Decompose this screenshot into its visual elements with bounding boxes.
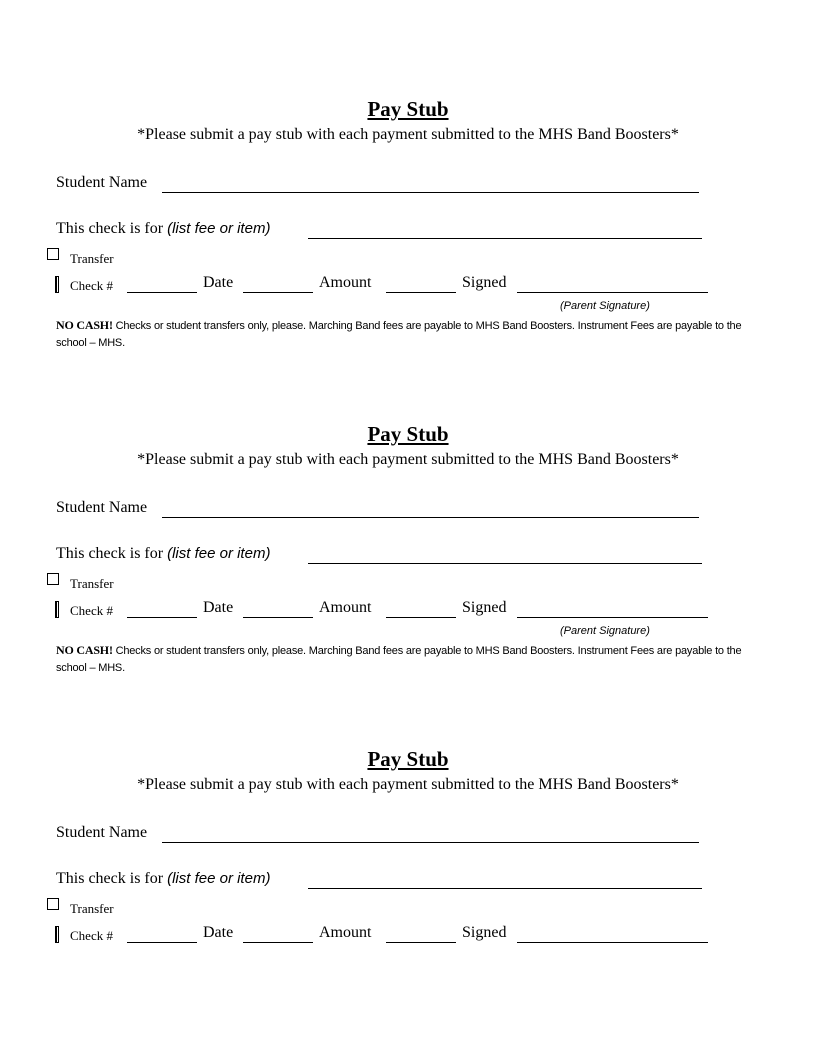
signature-field[interactable] [517,617,708,618]
date-label: Date [203,924,234,941]
check-number-field[interactable] [127,617,197,618]
check-for-label: This check is for (list fee or item) [56,220,271,237]
parent-signature-caption: (Parent Signature) [560,300,650,312]
check-for-label: This check is for (list fee or item) [56,545,271,562]
transfer-label: Transfer [70,251,114,266]
transfer-checkbox[interactable] [47,573,59,585]
signed-label: Signed [462,924,507,941]
signed-label: Signed [462,274,507,291]
transfer-label: Transfer [70,576,114,591]
student-name-label: Student Name [56,824,148,841]
pay-stub-1 [0,0,816,349]
signed-label: Signed [462,599,507,616]
check-number-field[interactable] [127,942,197,943]
amount-field[interactable] [386,942,456,943]
check-for-label: This check is for (list fee or item) [56,870,271,887]
no-cash-note: NO CASH! Checks or student transfers only, please. Marching Band fees are payable to MHS Band Boosters. Instrument Fees are payable to the school – MHS. [56,318,742,349]
transfer-label: Transfer [70,901,114,916]
check-for-field[interactable] [308,238,702,239]
check-checkbox[interactable] [55,276,59,293]
amount-field[interactable] [386,292,456,293]
date-label: Date [203,599,234,616]
check-for-hint: list fee or item [172,220,266,237]
parent-signature-caption: (Parent Signature) [560,625,650,637]
no-cash-note: NO CASH! Checks or student transfers only, please. Marching Band fees are payable to MHS Band Boosters. Instrument Fees are payable to the school – MHS. [56,643,742,674]
student-name-field[interactable] [162,192,699,193]
amount-label: Amount [319,924,372,941]
check-number-label: Check # [70,928,113,943]
student-name-label: Student Name [56,174,148,191]
check-number-field[interactable] [127,292,197,293]
student-name-label: Student Name [56,499,148,516]
stub-subtitle: *Please submit a pay stub with each payment submitted to the MHS Band Boosters* [137,776,679,793]
pay-stub-3 [0,650,816,950]
pay-stub-2 [0,325,816,674]
stub-title: Pay Stub [367,97,449,121]
check-for-field[interactable] [308,888,702,889]
stub-subtitle: *Please submit a pay stub with each payment submitted to the MHS Band Boosters* [137,451,679,468]
transfer-checkbox[interactable] [47,248,59,260]
check-for-field[interactable] [308,563,702,564]
student-name-field[interactable] [162,842,699,843]
check-checkbox[interactable] [55,601,59,618]
stub-title: Pay Stub [367,422,449,446]
date-field[interactable] [243,617,313,618]
date-label: Date [203,274,234,291]
amount-label: Amount [319,599,372,616]
check-for-hint: list fee or item [172,870,266,887]
signature-field[interactable] [517,942,708,943]
check-number-label: Check # [70,278,113,293]
stub-subtitle: *Please submit a pay stub with each payment submitted to the MHS Band Boosters* [137,126,679,143]
stub-title: Pay Stub [367,747,449,771]
date-field[interactable] [243,292,313,293]
date-field[interactable] [243,942,313,943]
transfer-checkbox[interactable] [47,898,59,910]
check-for-hint: list fee or item [172,545,266,562]
check-number-label: Check # [70,603,113,618]
student-name-field[interactable] [162,517,699,518]
signature-field[interactable] [517,292,708,293]
amount-label: Amount [319,274,372,291]
check-checkbox[interactable] [55,926,59,943]
amount-field[interactable] [386,617,456,618]
